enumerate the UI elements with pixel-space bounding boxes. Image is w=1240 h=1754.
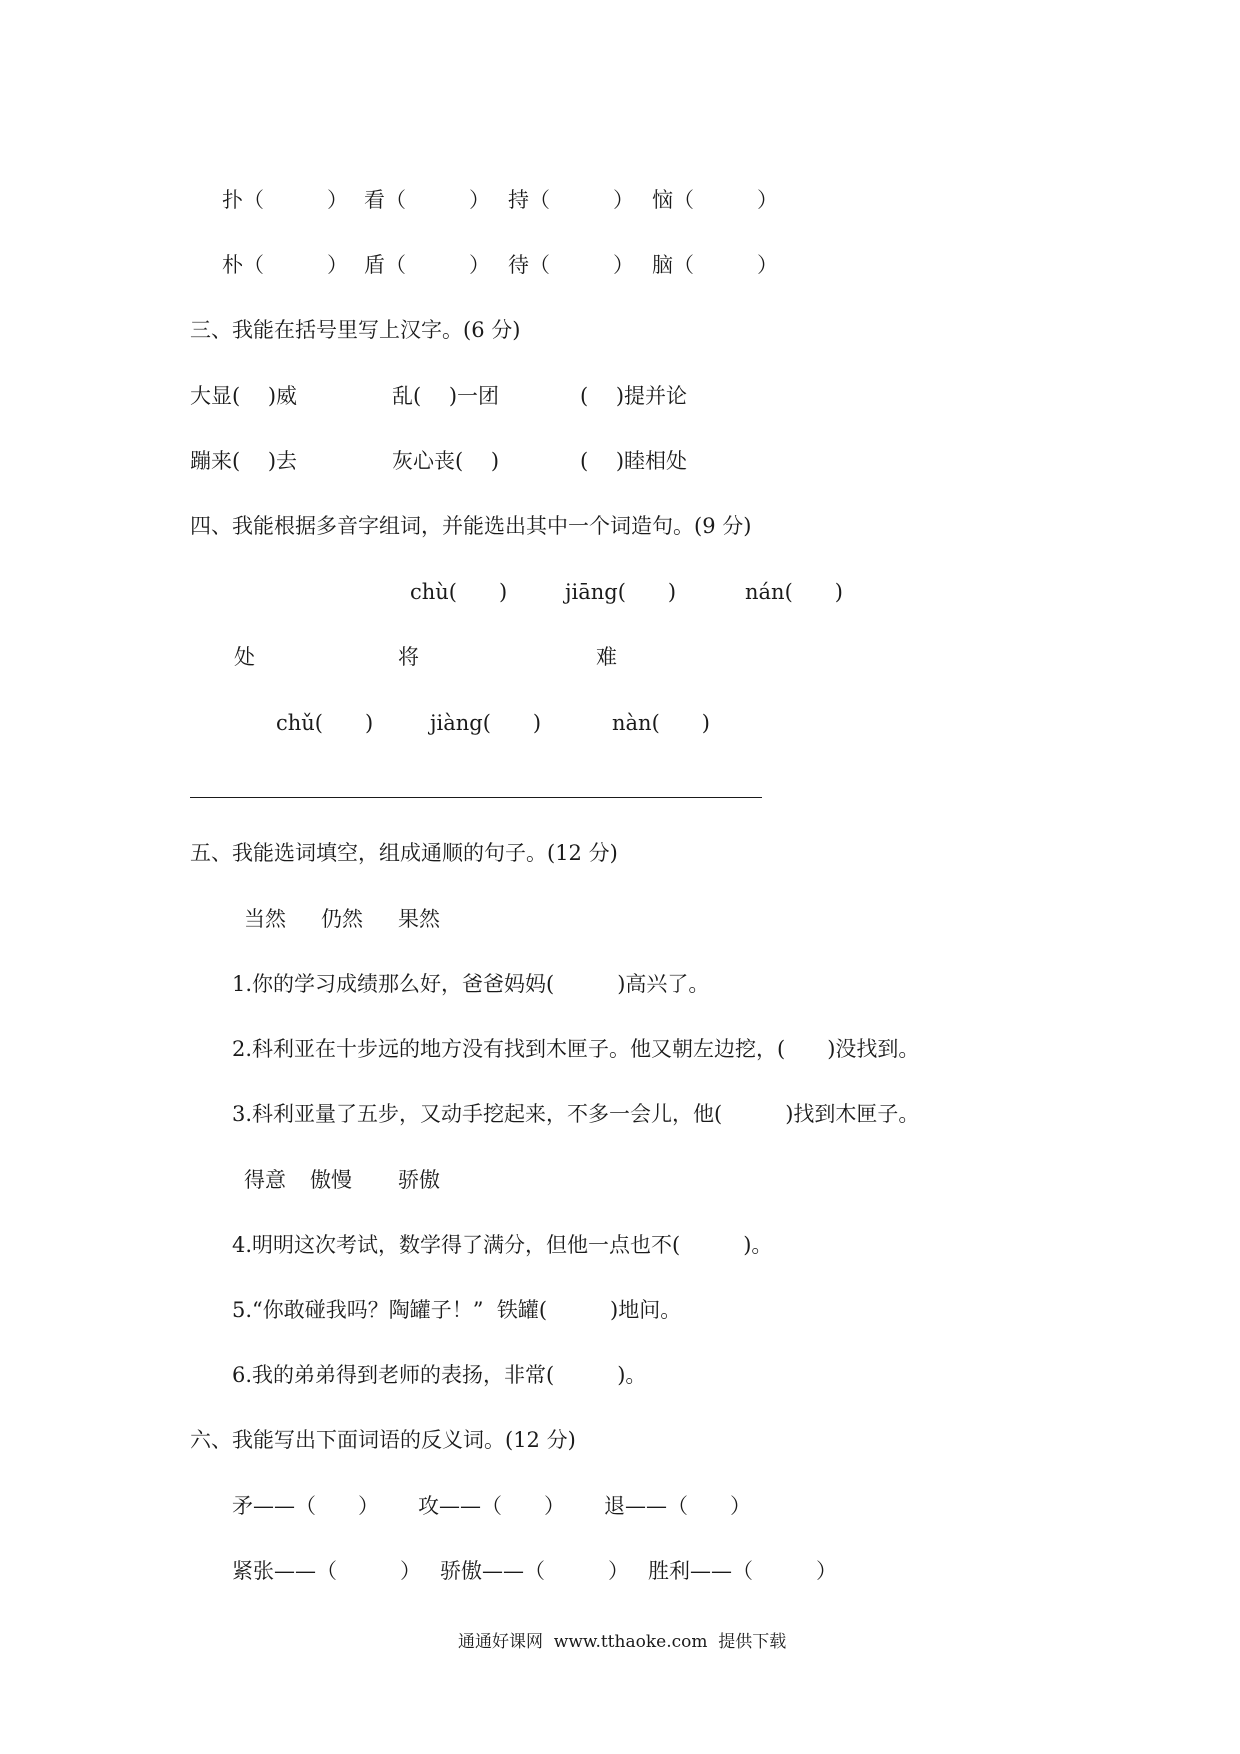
word-option: 得意	[244, 1168, 286, 1192]
sentence: 6.我的弟弟得到老师的表扬，非常( )。	[232, 1363, 647, 1387]
antonym-item: 矛——（ ）	[232, 1494, 379, 1518]
polyphone-char: 难	[596, 645, 617, 669]
pinyin-item: chǔ( )	[276, 711, 374, 735]
char-item: 恼（ ）	[652, 188, 778, 212]
char-item: 盾（ ）	[364, 253, 490, 277]
antonym-item: 攻——（ ）	[418, 1494, 565, 1518]
word-option: 骄傲	[398, 1168, 440, 1192]
idiom-item: 大显( )威	[190, 384, 298, 408]
antonym-item: 紧张——（ ）	[232, 1559, 421, 1583]
sentence: 2.科利亚在十步远的地方没有找到木匣子。他又朝左边挖，( )没找到。	[232, 1037, 920, 1061]
pinyin-item: nán( )	[745, 580, 843, 604]
word-option: 仍然	[321, 907, 363, 931]
idiom-item: 蹦来( )去	[190, 449, 298, 473]
pinyin-item: jiàng( )	[430, 711, 542, 735]
idiom-item: 灰心丧( )	[392, 449, 500, 473]
word-option: 果然	[398, 907, 440, 931]
idiom-item: 乱( )一团	[392, 384, 500, 408]
antonym-item: 胜利——（ ）	[648, 1559, 837, 1583]
idiom-item: ( )睦相处	[580, 449, 688, 473]
sentence: 5.“你敢碰我吗？陶罐子！” 铁罐( )地问。	[232, 1298, 682, 1322]
char-item: 看（ ）	[364, 188, 490, 212]
answer-line	[190, 797, 762, 798]
polyphone-char: 将	[398, 645, 419, 669]
pinyin-item: chù( )	[410, 580, 508, 604]
word-option: 傲慢	[310, 1168, 352, 1192]
idiom-item: ( )提并论	[580, 384, 688, 408]
section3-heading: 三、我能在括号里写上汉字。(6 分)	[190, 318, 521, 342]
section6-heading: 六、我能写出下面词语的反义词。(12 分)	[190, 1428, 576, 1452]
pinyin-item: jiāng( )	[565, 580, 677, 604]
footer-text: 通通好课网 www.tthaoke.com 提供下载	[458, 1632, 787, 1652]
word-option: 当然	[244, 907, 286, 931]
char-item: 脑（ ）	[652, 253, 778, 277]
antonym-item: 退——（ ）	[604, 1494, 751, 1518]
pinyin-item: nàn( )	[612, 711, 710, 735]
sentence: 4.明明这次考试，数学得了满分，但他一点也不( )。	[232, 1233, 773, 1257]
char-item: 持（ ）	[508, 188, 634, 212]
polyphone-char: 处	[234, 645, 255, 669]
section5-heading: 五、我能选词填空，组成通顺的句子。(12 分)	[190, 841, 618, 865]
sentence: 3.科利亚量了五步，又动手挖起来，不多一会儿，他( )找到木匣子。	[232, 1102, 920, 1126]
antonym-item: 骄傲——（ ）	[440, 1559, 629, 1583]
section4-heading: 四、我能根据多音字组词，并能选出其中一个词造句。(9 分)	[190, 514, 752, 538]
char-item: 朴（ ）	[222, 253, 348, 277]
char-item: 扑（ ）	[222, 188, 348, 212]
sentence: 1.你的学习成绩那么好，爸爸妈妈( )高兴了。	[232, 972, 710, 996]
char-item: 待（ ）	[508, 253, 634, 277]
